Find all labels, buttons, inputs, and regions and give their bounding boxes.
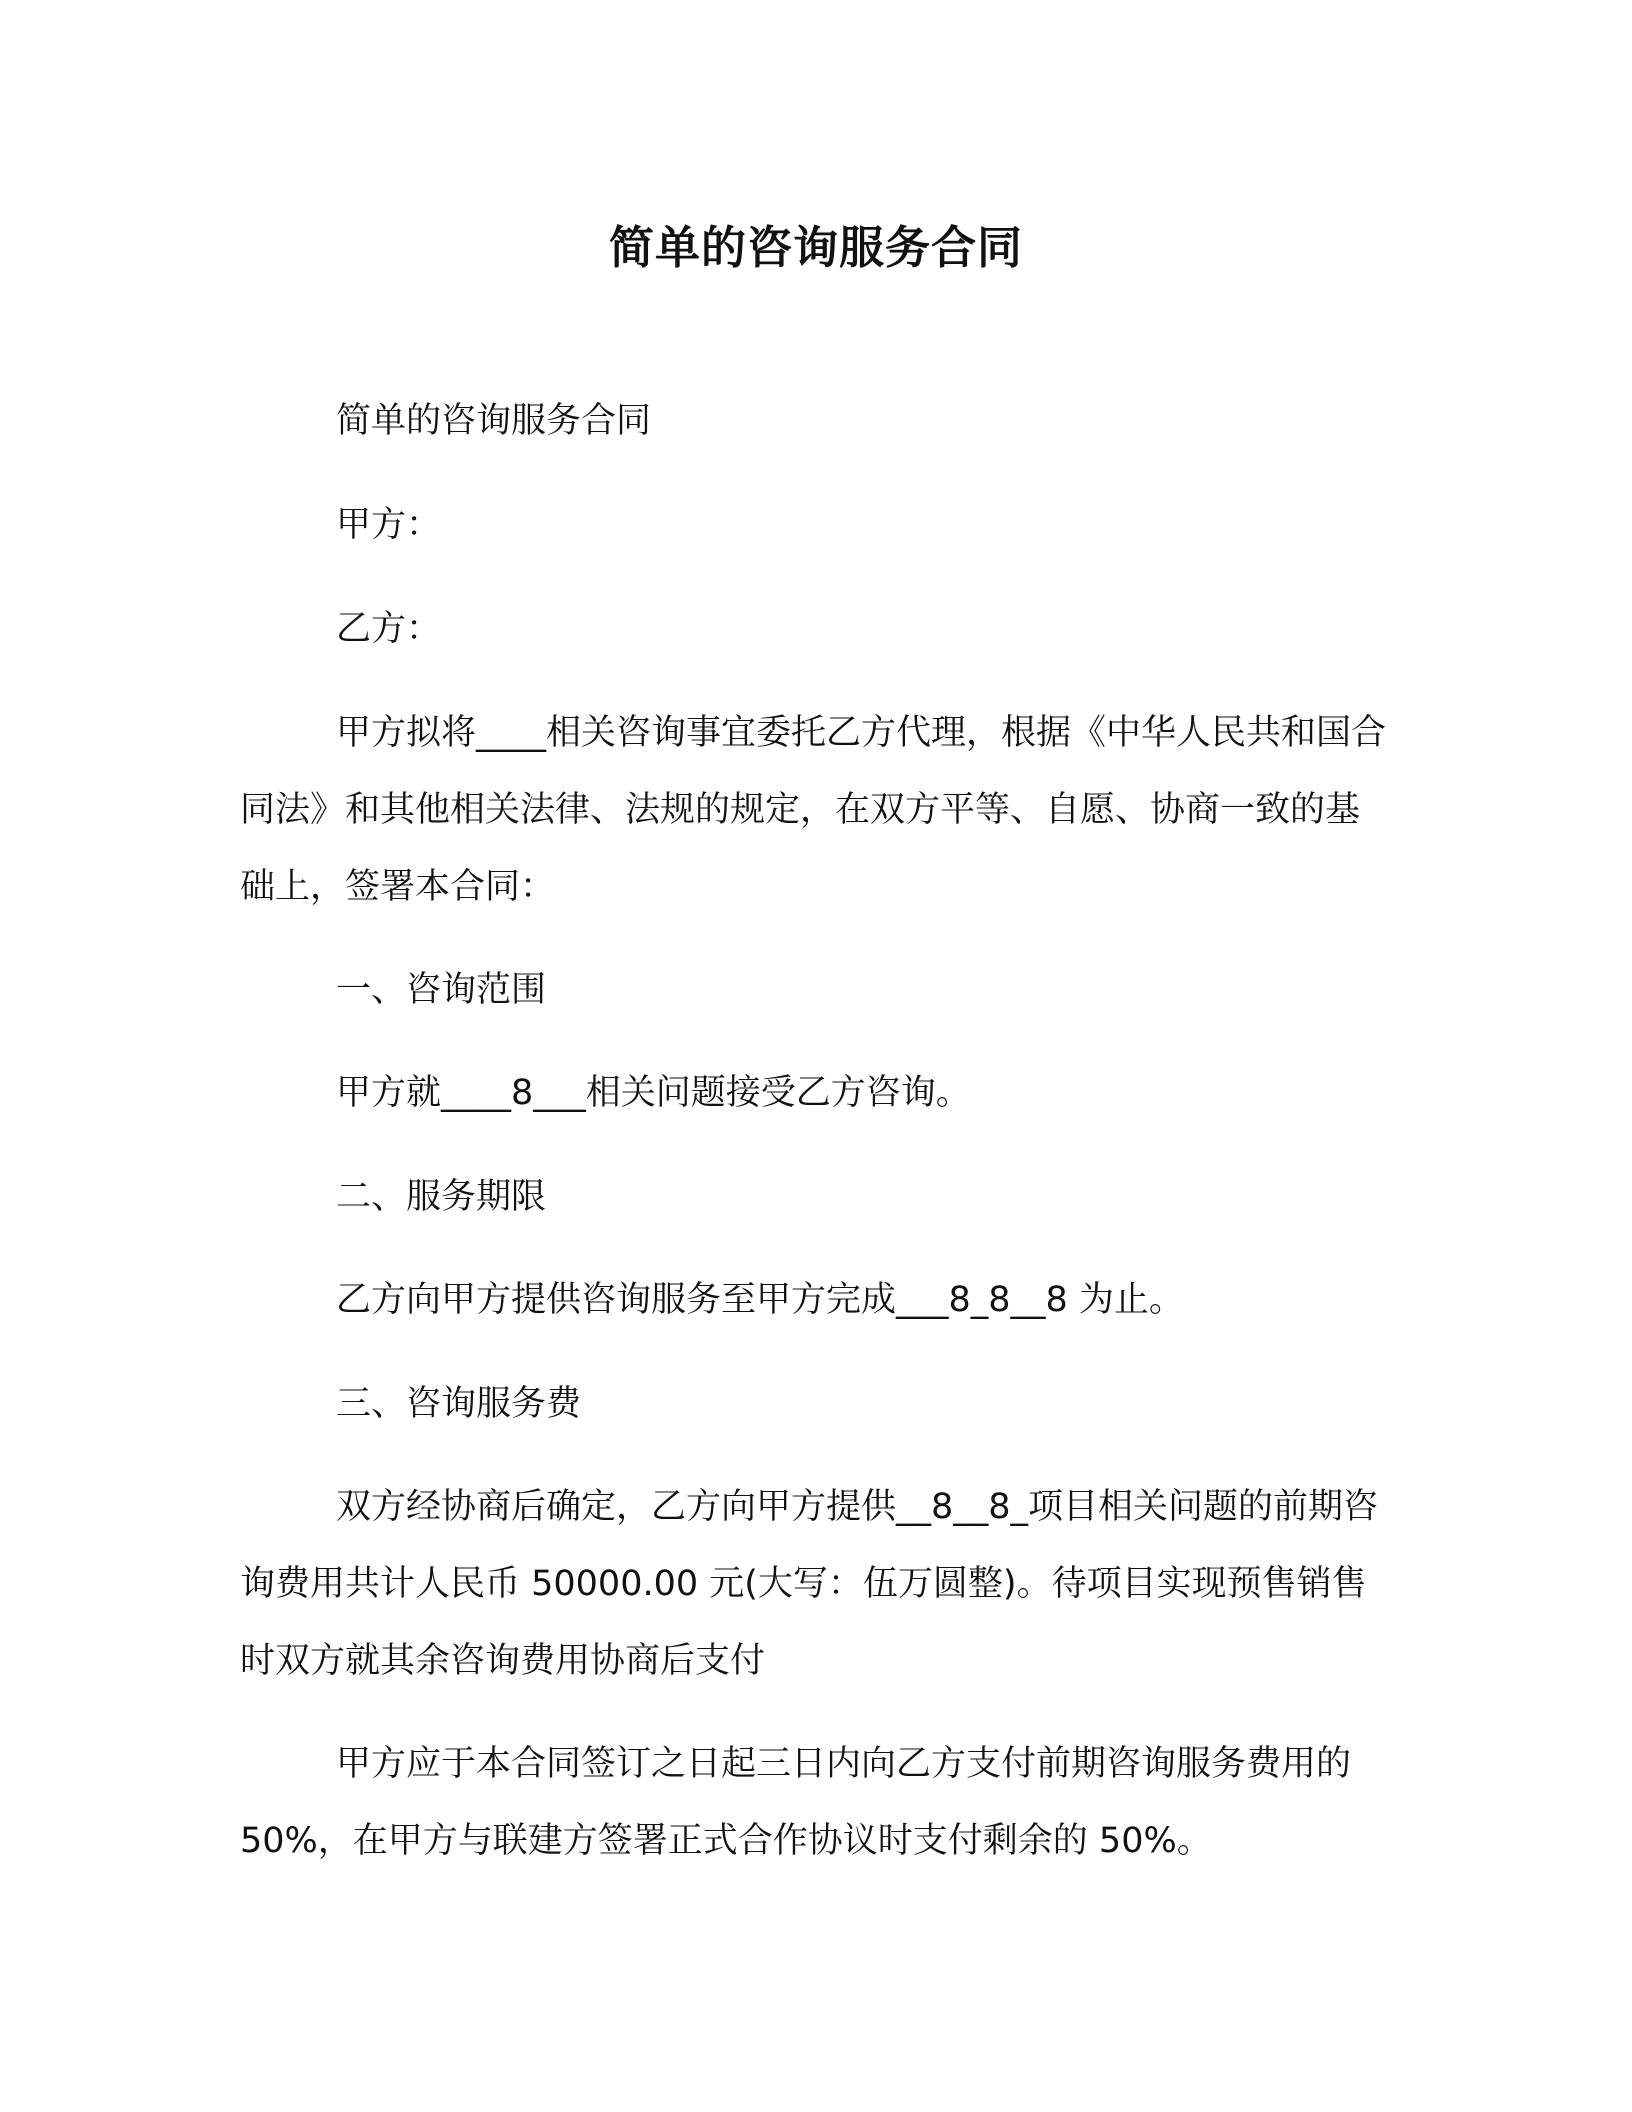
section-1-body: 甲方就____8___相关问题接受乙方咨询。 [336, 1073, 971, 1113]
party-b-line: 乙方： [336, 609, 442, 649]
section-3-payment-paragraph: 甲方应于本合同签订之日起三日内向乙方支付前期咨询服务费用的 50%，在甲方与联建方签署正式合作协议时支付剩余的 50%。 [240, 1744, 1352, 1861]
preamble-paragraph: 甲方拟将____相关咨询事宜委托乙方代理，根据《中华人民共和国合同法》和其他相关法律、法规的规定，在双方平等、自愿、协商一致的基础上，签署本合同： [240, 713, 1387, 907]
section-3-heading: 三、咨询服务费 [336, 1384, 582, 1424]
section-3-fee-paragraph: 双方经协商后确定，乙方向甲方提供__8__8_项目相关问题的前期咨询费用共计人民币 50000.00 元(大写：伍万圆整)。待项目实现预售销售时双方就其余咨询费用协商后支付 [240, 1487, 1379, 1681]
section-1-heading: 一、咨询范围 [336, 970, 547, 1010]
section-2-heading: 二、服务期限 [336, 1177, 547, 1217]
party-a-line: 甲方： [336, 505, 442, 545]
section-2-body: 乙方向甲方提供咨询服务至甲方完成___8_8__8 为止。 [336, 1280, 1184, 1320]
document-title: 简单的咨询服务合同 [608, 221, 1023, 274]
subtitle: 简单的咨询服务合同 [336, 401, 652, 441]
